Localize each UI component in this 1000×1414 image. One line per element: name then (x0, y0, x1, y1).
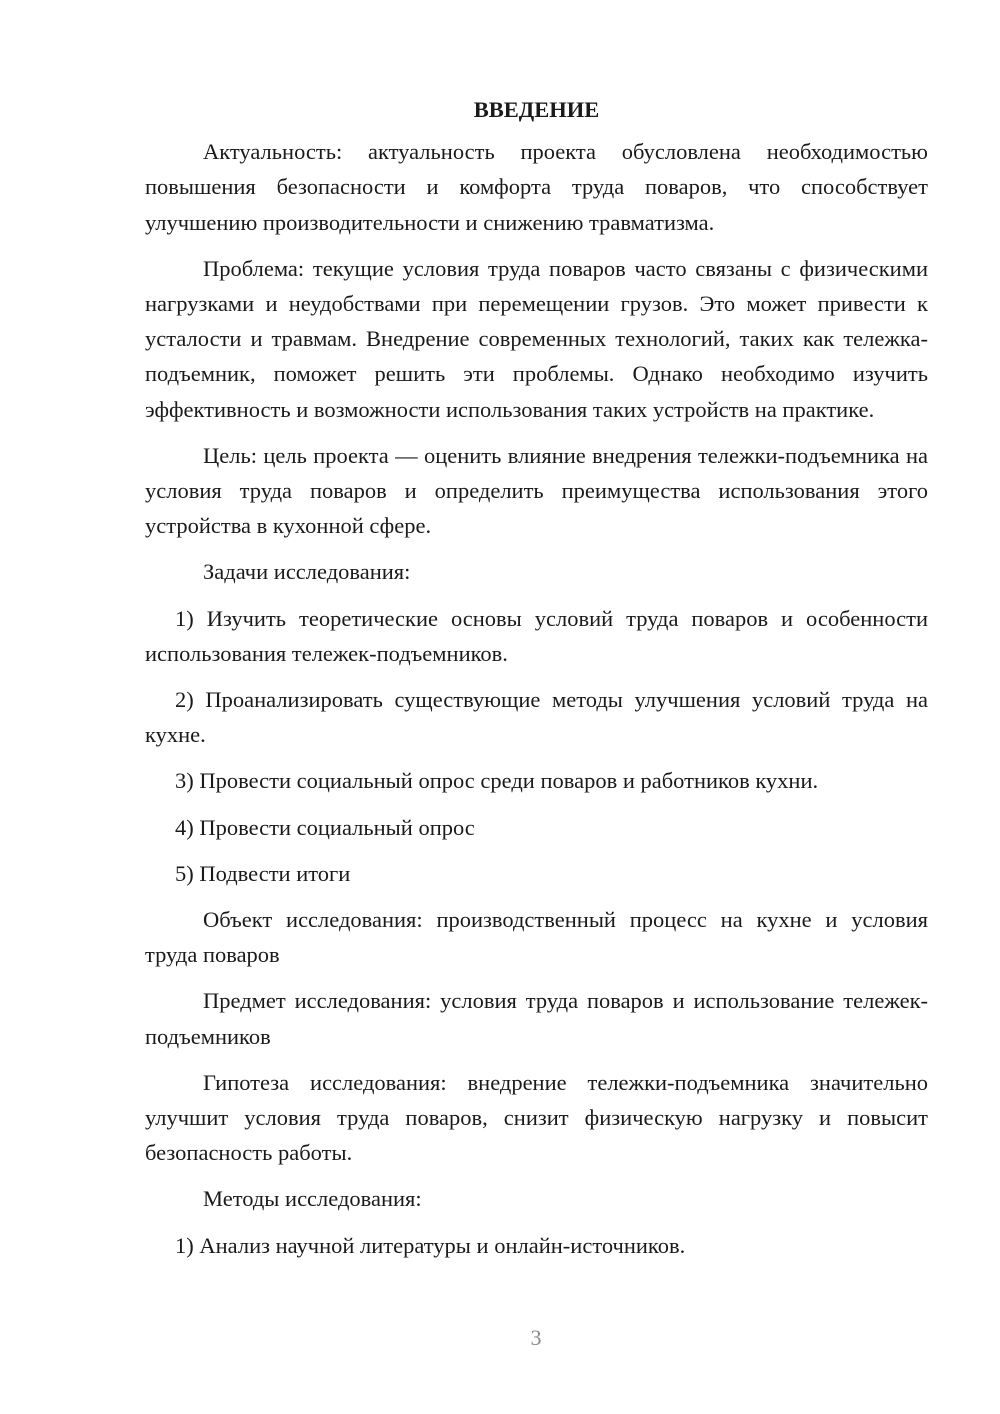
hypothesis-paragraph: Гипотеза исследования: внедрение тележки-подъемника значительно улучшит условия труда поваров, снизит физическую нагрузку и повысит безопасность работы. (145, 1069, 928, 1166)
methods-heading: Методы исследования: (203, 1186, 422, 1212)
problem-paragraph: Проблема: текущие условия труда поваров часто связаны с физическими нагрузками и неудобствами при перемещении грузов. Это может привести к усталости и травмам. Внедрение современных технологий, таких как тележка-подъемник, поможет решить эти проблемы. Однако необходимо изучить эффективность и возможности использования таких устройств на практике. (145, 255, 928, 422)
subject-paragraph: Предмет исследования: условия труда поваров и использование тележек-подъемников (145, 988, 928, 1049)
task-item-4: 4) Провести социальный опрос (175, 814, 475, 840)
tasks-heading: Задачи исследования: (203, 559, 411, 585)
task-item-3: 3) Провести социальный опрос среди поваров и работников кухни. (175, 768, 819, 794)
page-content (145, 92, 928, 1274)
object-paragraph: Объект исследования: производственный процесс на кухне и условия труда поваров (145, 907, 928, 968)
page-number: 3 (530, 1325, 542, 1350)
task-item-2: 2) Проанализировать существующие методы улучшения условий труда на кухне. (145, 687, 928, 748)
method-item-1: 1) Анализ научной литературы и онлайн-источников. (175, 1232, 686, 1258)
relevance-paragraph: Актуальность: актуальность проекта обусловлена необходимостью повышения безопасности и комфорта труда поваров, что способствует улучшению производительности и снижению травматизма. (145, 139, 928, 235)
task-item-1: 1) Изучить теоретические основы условий труда поваров и особенности использования тележек-подъемников. (145, 605, 928, 666)
task-item-5: 5) Подвести итоги (175, 860, 351, 886)
goal-paragraph: Цель: цель проекта — оценить влияние внедрения тележки-подъемника на условия труда поваров и определить преимущества использования этого устройства в кухонной сфере. (145, 442, 928, 539)
page-title: ВВЕДЕНИЕ (473, 97, 600, 122)
